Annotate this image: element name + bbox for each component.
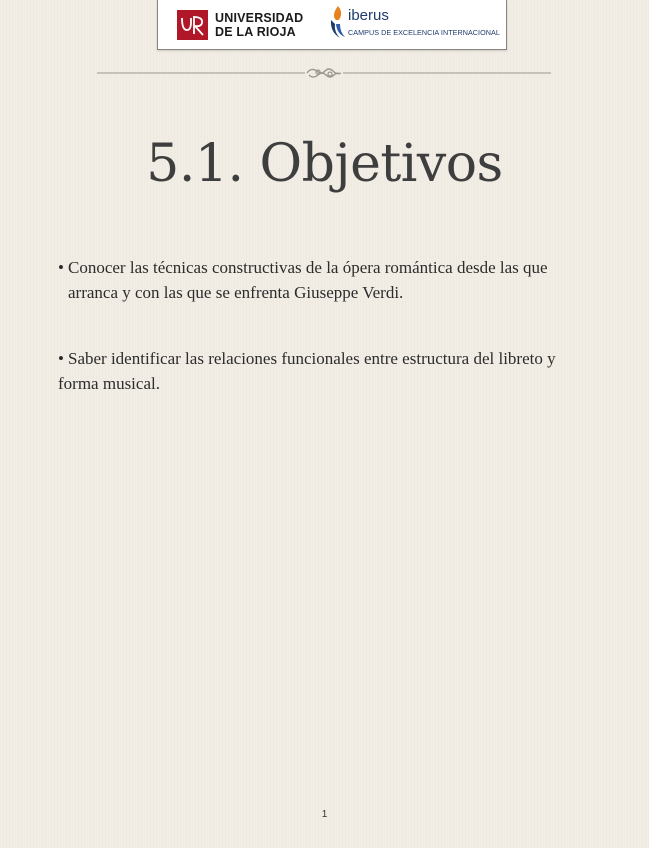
logo-banner (157, 0, 507, 50)
ur-monogram-icon (177, 10, 208, 40)
bullet-text: Saber identificar las relaciones funcionales entre estructura del libreto y forma musical. (58, 349, 556, 393)
bullet-item (58, 346, 598, 396)
iberus-name: iberus (348, 7, 389, 24)
bullet-item (58, 255, 598, 305)
iberus-subtitle: CAMPUS DE EXCELENCIA INTERNACIONAL (348, 28, 500, 37)
ornamental-divider (97, 66, 551, 80)
page-number: 1 (321, 809, 328, 820)
university-name (215, 11, 303, 39)
bullet-marker: • (58, 258, 64, 277)
university-name-line2: DE LA RIOJA (215, 25, 296, 39)
iberus-flame-icon (328, 4, 348, 42)
slide-title: 5.1. Objetivos (146, 133, 503, 194)
bullet-marker: • (58, 349, 64, 368)
ornamental-flourish-icon (307, 69, 341, 77)
bullet-list (58, 255, 598, 396)
bullet-text: Conocer las técnicas constructivas de la ópera romántica desde las que arranca y con las que se enfrenta Giuseppe Verdi. (68, 258, 548, 302)
university-name-line1: UNIVERSIDAD (215, 11, 304, 25)
